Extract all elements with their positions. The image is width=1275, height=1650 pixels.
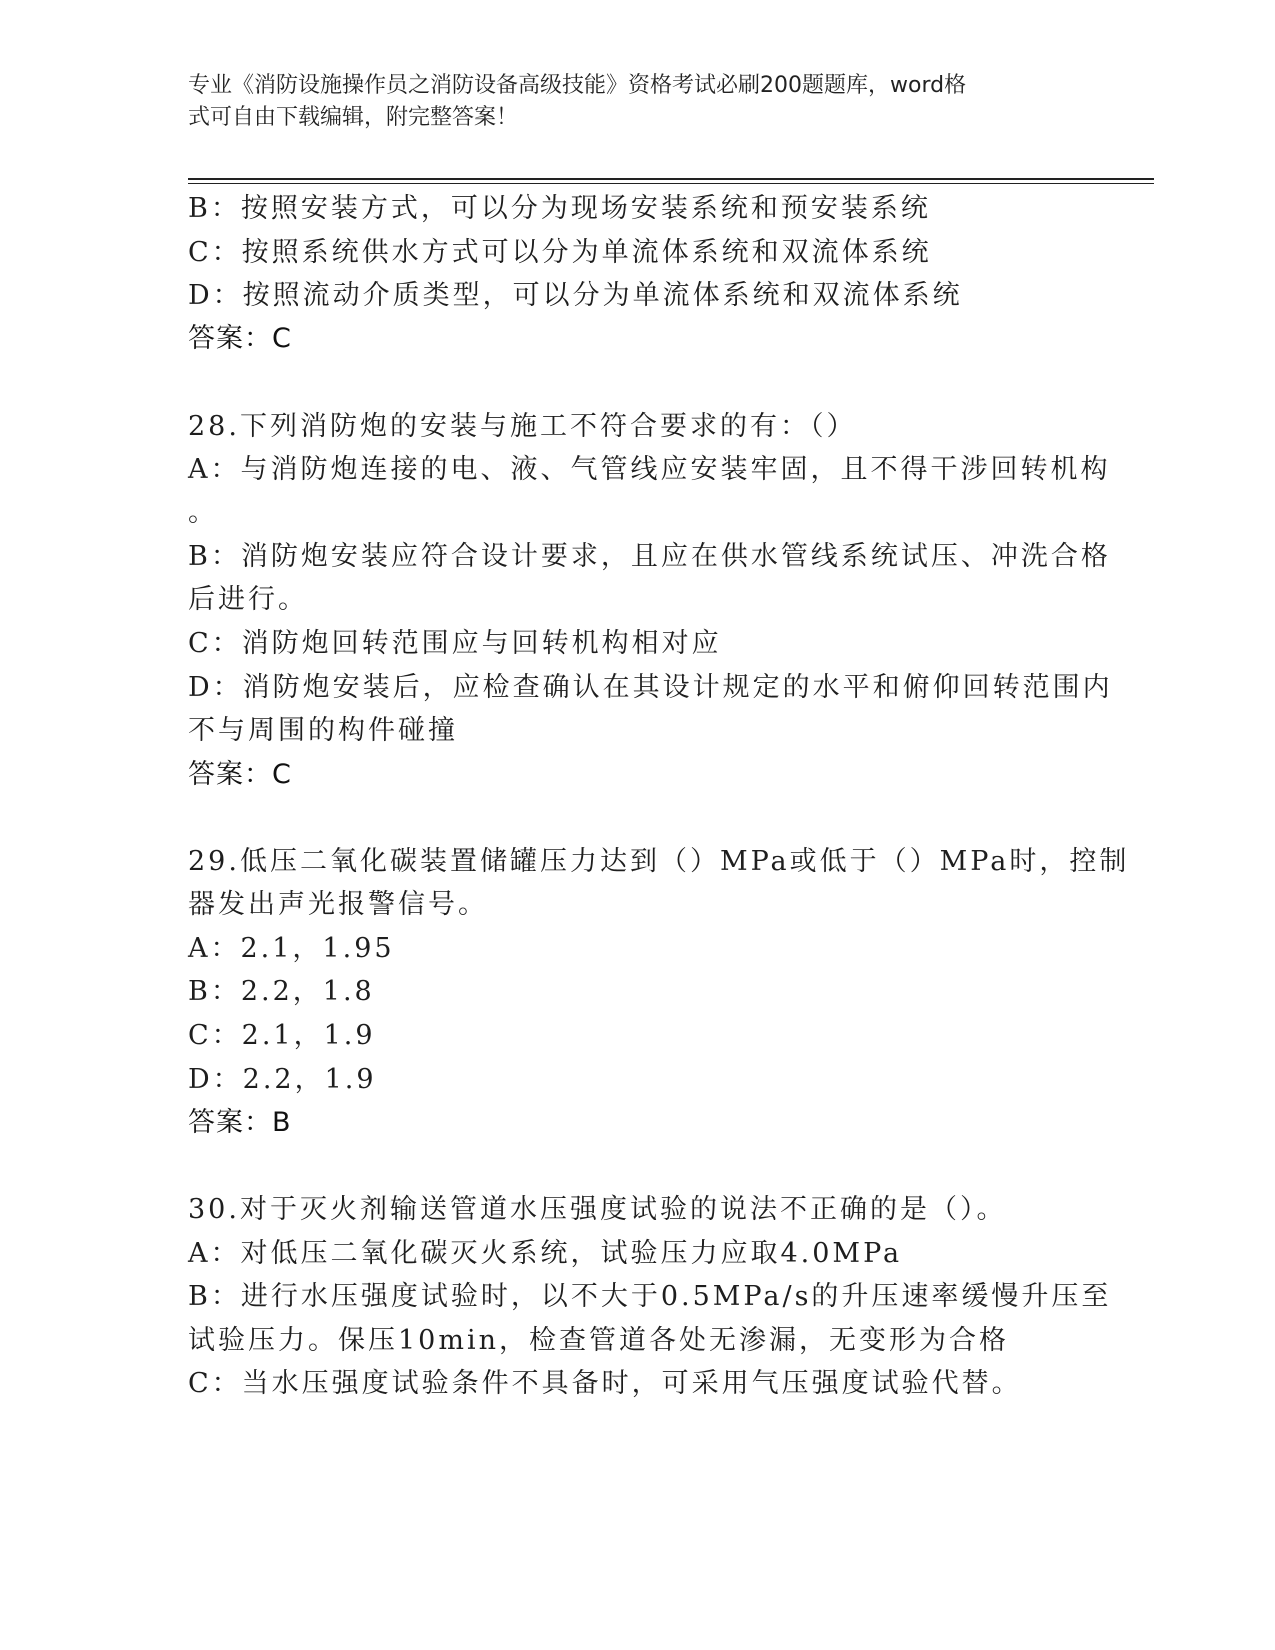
q27-option-b: B：按照安装方式，可以分为现场安装系统和预安装系统 xyxy=(188,193,931,224)
q29-option-a: A：2.1，1.95 xyxy=(188,933,395,964)
header-rule-thin xyxy=(188,183,1154,184)
header-line-1: 专业《消防设施操作员之消防设备高级技能》资格考试必刷200题题库，word格 xyxy=(188,73,967,98)
q28-answer: 答案：C xyxy=(188,759,292,790)
document-header xyxy=(188,70,1068,134)
q30-option-b-line2: 试验压力。保压10min，检查管道各处无渗漏，无变形为合格 xyxy=(188,1325,1009,1356)
q29-stem-line2: 器发出声光报警信号。 xyxy=(188,889,488,920)
header-rule-thick xyxy=(188,178,1154,180)
q28-option-a-line2: 。 xyxy=(188,497,218,528)
q30-option-a: A：对低压二氧化碳灭火系统，试验压力应取4.0MPa xyxy=(188,1238,903,1269)
q27-answer: 答案：C xyxy=(188,323,292,354)
q28-option-b-line2: 后进行。 xyxy=(188,584,308,615)
q29-option-c: C：2.1，1.9 xyxy=(188,1020,376,1051)
q28-option-a-line1: A：与消防炮连接的电、液、气管线应安装牢固，且不得干涉回转机构 xyxy=(188,454,1111,485)
q28-stem: 28.下列消防炮的安装与施工不符合要求的有：（） xyxy=(188,411,857,442)
header-line-2: 式可自由下载编辑，附完整答案！ xyxy=(188,105,519,130)
q28-option-d-line1: D：消防炮安装后，应检查确认在其设计规定的水平和俯仰回转范围内 xyxy=(188,672,1113,703)
q30-option-c: C：当水压强度试验条件不具备时，可采用气压强度试验代替。 xyxy=(188,1368,1022,1399)
q29-answer: 答案：B xyxy=(188,1107,292,1138)
q28-option-d-line2: 不与周围的构件碰撞 xyxy=(188,715,458,746)
q27-option-c: C：按照系统供水方式可以分为单流体系统和双流体系统 xyxy=(188,237,932,268)
q29-option-d: D：2.2，1.9 xyxy=(188,1064,377,1095)
q28-option-b-line1: B：消防炮安装应符合设计要求，且应在供水管线系统试压、冲洗合格 xyxy=(188,541,1111,572)
q30-stem: 30.对于灭火剂输送管道水压强度试验的说法不正确的是（）。 xyxy=(188,1194,1007,1225)
q27-option-d: D：按照流动介质类型，可以分为单流体系统和双流体系统 xyxy=(188,280,963,311)
q29-option-b: B：2.2，1.8 xyxy=(188,976,375,1007)
q28-option-c: C：消防炮回转范围应与回转机构相对应 xyxy=(188,628,722,659)
q29-stem-line1: 29.低压二氧化碳装置储罐压力达到（）MPa或低于（）MPa时，控制 xyxy=(188,846,1130,877)
q30-option-b-line1: B：进行水压强度试验时，以不大于0.5MPa/s的升压速率缓慢升压至 xyxy=(188,1281,1112,1312)
